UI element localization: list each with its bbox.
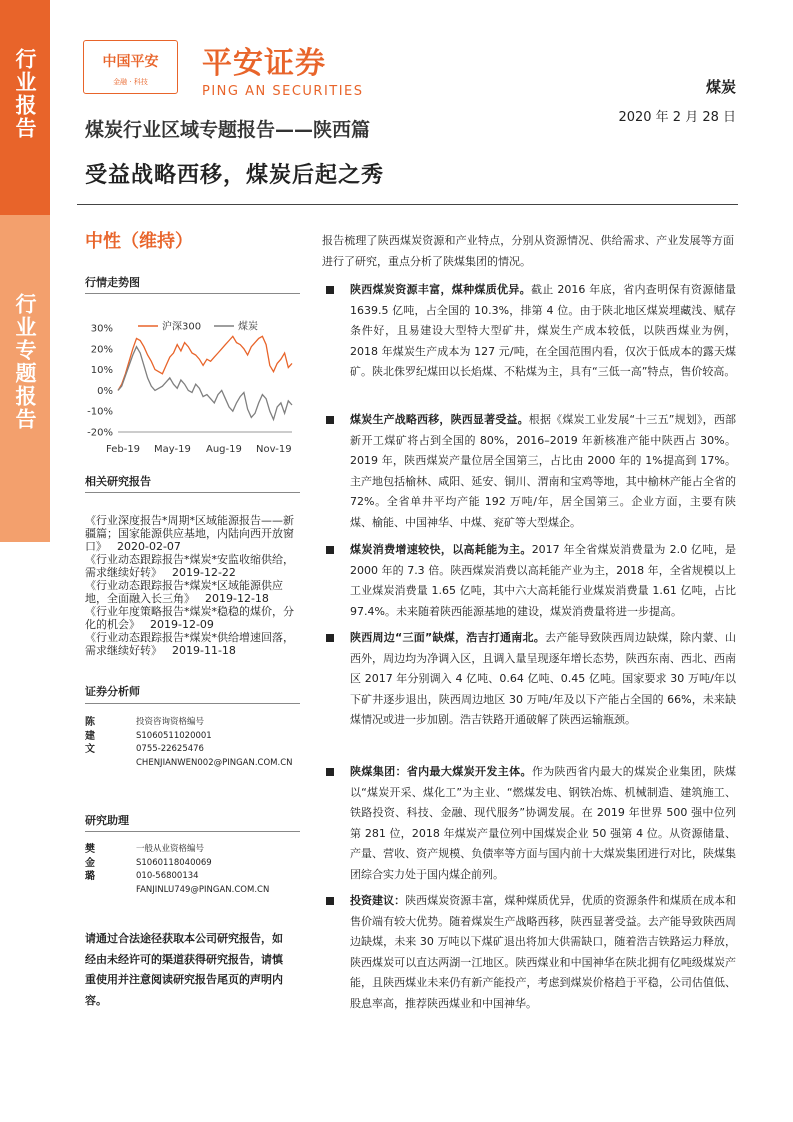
header-divider xyxy=(77,204,738,205)
research-item-title: 《行业动态跟踪报告*煤炭*供给增速回落，需求继续好转》 xyxy=(85,631,294,657)
bullet-point xyxy=(322,540,736,622)
pingan-logo xyxy=(83,40,178,94)
section-divider xyxy=(85,703,300,704)
research-item xyxy=(85,553,303,579)
research-item xyxy=(85,631,303,657)
section-divider xyxy=(85,293,300,294)
rating-label: 中性（维持） xyxy=(85,231,193,252)
research-item-title: 《行业年度策略报告*煤炭*稳稳的煤价，分化的机会》 xyxy=(85,605,294,631)
y-tick-label: 30% xyxy=(90,323,113,335)
x-tick-label: Nov-19 xyxy=(256,444,292,455)
legend-label: 沪深300 xyxy=(162,321,202,333)
y-tick-label: 10% xyxy=(90,365,113,377)
y-tick-label: -10% xyxy=(87,406,113,418)
bullet-square-icon xyxy=(326,897,334,905)
series-line-hs300 xyxy=(118,336,292,390)
research-item-date: 2020-02-07 xyxy=(117,540,181,553)
report-headline: 受益战略西移，煤炭后起之秀 xyxy=(85,163,385,188)
assistant-email: FANJINLU749@PINGAN.COM.CN xyxy=(136,884,270,895)
bullet-lead: 投资建议： xyxy=(350,894,406,907)
y-tick-label: 0% xyxy=(97,385,113,397)
research-item-date: 2019-12-18 xyxy=(205,592,269,605)
x-tick-label: Feb-19 xyxy=(106,444,141,455)
bullet-lead: 陕西周边“三面”缺煤，浩吉打通南北。 xyxy=(350,631,545,644)
assistant-info-line: S1060118040069 xyxy=(136,857,212,868)
bullet-square-icon xyxy=(326,286,334,294)
bullet-body: 截止 2016 年底，省内查明保有资源储量 1639.5 亿吨，占全国的 10.3%，排第 4 位。由于陕北地区煤炭埋藏浅、赋存条件好，且易建设大型特大型矿井，煤炭生产成本较低，以陕西煤业为例，2018 年煤炭生产成本为 127 元/吨，在全国范围内看，仅次于低成本的露天煤矿。陕北侏罗纪煤田以长焰煤、不粘煤为主，具有“三低一高”特点，售价较高。 xyxy=(350,283,736,378)
bullet-point xyxy=(322,891,736,1014)
research-item xyxy=(85,605,303,631)
side-tab-label: 行业报告 xyxy=(13,48,37,140)
bullet-lead: 煤炭生产战略西移，陕西显著受益。 xyxy=(350,413,529,426)
research-item-date: 2019-11-18 xyxy=(172,644,236,657)
assistant-info-line: 010-56800134 xyxy=(136,871,199,881)
bullet-body: 作为陕西省内最大的煤炭企业集团，陕煤以“煤炭开采、煤化工”为主业、“燃煤发电、钢铁冶炼、机械制造、建筑施工、铁路投资、科技、金融、现代服务”协调发展。在 2019 年世界 500 强中位列第 281 位，2018 年煤炭产量位列中国煤炭企业 50 强第 4 位。从资源储量、产量、营收、资产规模、负债率等方面与国内前十大煤炭集团进行对比，陕煤集团综合实力处于国内煤企前列。 xyxy=(350,765,737,881)
y-tick-label: -20% xyxy=(87,427,113,439)
side-tab-industry-topic-report xyxy=(0,215,50,542)
x-tick-label: May-19 xyxy=(154,444,191,455)
brand-mark xyxy=(202,38,364,99)
logo-tagline: 金融 · 科技 xyxy=(113,78,148,86)
bullet-body: 2017 年全省煤炭消费量为 2.0 亿吨，是 2000 年的 7.3 倍。陕西煤炭消费以高耗能产业为主，2018 年，全省规模以上工业煤炭消费量 1.65 亿吨，其中六大高耗能行业煤炭消费量 1.61 亿吨，占比 97.4%。未来随着陕西能源基地的建设，煤炭消费量将进一步提高。 xyxy=(350,543,736,618)
bullet-lead: 陕煤集团：省内最大煤炭开发主体。 xyxy=(350,765,532,778)
bullet-lead: 煤炭消费增速较快，以高耗能为主。 xyxy=(350,543,532,556)
analyst-info-line: S1060511020001 xyxy=(136,730,212,741)
brand-name-en: PING AN SECURITIES xyxy=(202,84,364,99)
bullet-point xyxy=(322,628,736,731)
research-item-date: 2019-12-22 xyxy=(172,566,236,579)
disclaimer-text: 请通过合法途径获取本公司研究报告，如经由未经许可的渠道获得研究报告，请慎重使用并注意阅读研究报告尾页的声明内容。 xyxy=(85,932,283,1007)
research-item xyxy=(85,514,303,553)
series-line-coal xyxy=(118,347,292,420)
assistant-info-line: 一般从业资格编号 xyxy=(136,844,205,854)
assistant-name: 樊金璐 xyxy=(85,844,95,882)
side-tab-label: 行业专题报告 xyxy=(13,293,37,431)
intro-paragraph: 报告梳理了陕西煤炭资源和产业特点，分别从资源情况、供给需求、产业发展等方面进行了研究，重点分析了陕煤集团的情况。 xyxy=(322,234,734,268)
bullet-point xyxy=(322,410,736,533)
logo-name: 中国平安 xyxy=(102,54,159,70)
bullet-body: 陕西煤炭资源丰富，煤种煤质优异，优质的资源条件和煤质在成本和售价端有较大优势。随着煤炭生产战略西移，陕西显著受益。去产能导致陕西周边缺煤，未来 30 万吨以下煤矿退出将加大供需缺口，随着浩吉铁路运力释放，陕西煤炭可以直达两湖一江地区。陕西煤业和中国神华在陕北拥有亿吨级煤炭产能，且陕西煤业未来仍有新产能投产，考虑到煤炭价格趋于平稳，公司估值低、股息率高，推荐陕西煤业和中国神华。 xyxy=(350,894,737,1010)
side-tab-industry-report xyxy=(0,0,50,215)
research-item-title: 《行业动态跟踪报告*煤炭*安监收缩供给，需求继续好转》 xyxy=(85,553,294,579)
section-divider xyxy=(85,831,300,832)
bullet-point xyxy=(322,762,736,885)
research-item xyxy=(85,579,303,605)
analyst-info-line: 0755-22625476 xyxy=(136,744,204,754)
legend-label: 煤炭 xyxy=(238,321,258,333)
market-trend-chart xyxy=(82,318,304,458)
analyst-email: CHENJIANWEN002@PINGAN.COM.CN xyxy=(136,757,293,768)
assistant-title: 研究助理 xyxy=(85,814,129,827)
bullet-lead: 陕西煤炭资源丰富，煤种煤质优异。 xyxy=(350,283,531,296)
related-research-list xyxy=(85,514,303,657)
bullet-square-icon xyxy=(326,416,334,424)
research-item-title: 《行业动态跟踪报告*煤炭*区域能源供应地，全面融入长三角》 xyxy=(85,579,283,605)
report-series-title: 煤炭行业区域专题报告——陕西篇 xyxy=(85,119,371,141)
bullet-body: 去产能导致陕西周边缺煤，除内蒙、山西外，周边均为净调入区，且调入量呈现逐年增长态势，陕西东南、西北、西南区 2017 年分别调入 4 亿吨、0.64 亿吨、0.45 亿吨。国家要求 30 万吨/年以下矿井逐步退出，陕西周边地区 30 万吨/年及以下产能占全国的 66%，未来缺煤情况或进一步加剧。浩吉铁路开通破解了陕西运输瓶颈。 xyxy=(350,631,736,726)
y-tick-label: 20% xyxy=(90,344,113,356)
industry-label: 煤炭 xyxy=(705,78,736,96)
report-date: 2020 年 2 月 28 日 xyxy=(618,110,736,125)
brand-name-cn: 平安证券 xyxy=(202,46,326,81)
market-trend-title: 行情走势图 xyxy=(85,276,140,289)
bullet-square-icon xyxy=(326,634,334,642)
x-tick-label: Aug-19 xyxy=(206,444,242,455)
analyst-name: 陈建文 xyxy=(85,717,95,755)
analysts-title: 证券分析师 xyxy=(85,685,140,698)
research-item-date: 2019-12-09 xyxy=(150,618,214,631)
analyst-info-line: 投资咨询资格编号 xyxy=(136,717,205,727)
bullet-square-icon xyxy=(326,768,334,776)
related-research-title: 相关研究报告 xyxy=(85,475,151,488)
research-item-title: 《行业深度报告*周期*区域能源报告——新疆篇；国家能源供应基地，内陆向西开放窗口》 xyxy=(85,514,294,553)
bullet-point xyxy=(322,280,736,383)
bullet-square-icon xyxy=(326,546,334,554)
section-divider xyxy=(85,492,300,493)
bullet-body: 根据《煤炭工业发展“十三五”规划》，西部新开工煤矿将占到全国的 80%，2016–2019 年新核准产能中陕西占 30%。2019 年，陕西煤炭产量位居全国第三，占比由 2000 年的 1%提高到 17%。主产地包括榆林、咸阳、延安、铜川、渭南和宝鸡等地，其中榆林产能占全省的 72%。全省单井平均产能 192 万吨/年，居全国第三。企业方面，主要有陕煤、榆能、中国神华、中煤、兖矿等大型煤企。 xyxy=(350,413,737,529)
